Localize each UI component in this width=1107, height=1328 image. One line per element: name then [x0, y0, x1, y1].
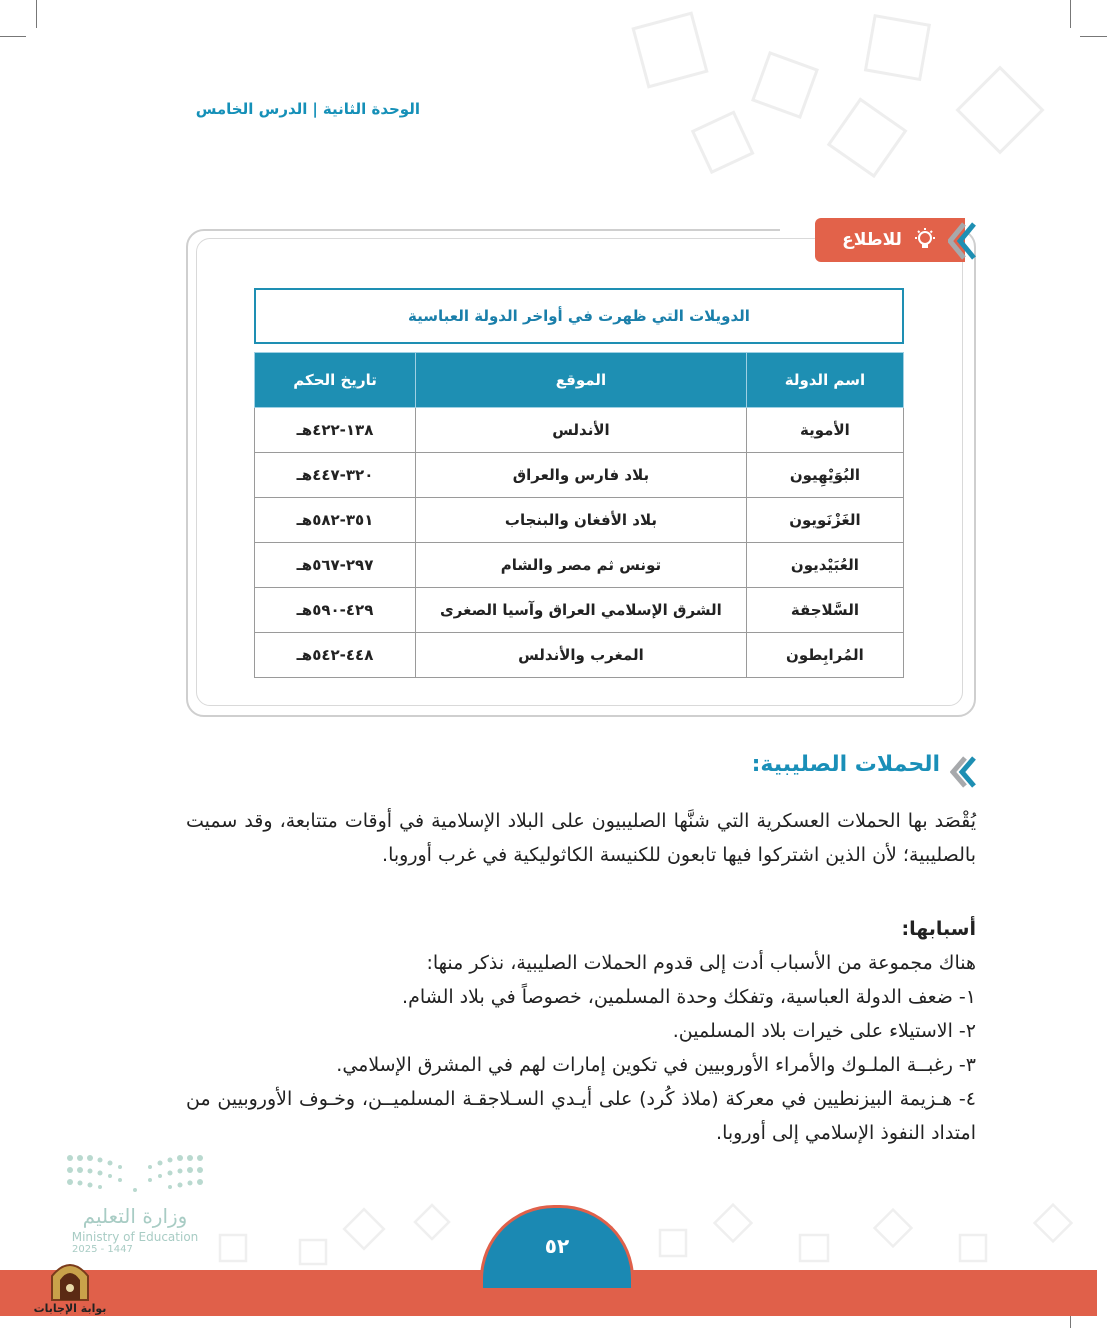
cause-item: ١- ضعف الدولة العباسية، وتفكك وحدة المسلمين، خصوصاً في بلاد الشام.: [402, 986, 976, 1008]
footer-pattern: [200, 1195, 1100, 1270]
table-cell: البُوَيْهِيون: [746, 453, 903, 498]
table-cell: بلاد فارس والعراق: [416, 453, 747, 498]
table-row: [255, 453, 904, 498]
table-cell: الأندلس: [416, 408, 747, 453]
lightbulb-icon: [912, 227, 938, 253]
crop-mark: [36, 0, 37, 28]
table-cell: ٤٤٨-٥٤٢هـ: [255, 633, 416, 678]
causes-lead: هناك مجموعة من الأسباب أدت إلى قدوم الحملات الصليبية، نذكر منها:: [426, 952, 976, 974]
table-cell: ١٣٨-٤٢٢هـ: [255, 408, 416, 453]
column-header: تاريخ الحكم: [255, 353, 416, 408]
ministry-name-en: Ministry of Education: [71, 1230, 199, 1244]
table-cell: بلاد الأفغان والبنجاب: [416, 498, 747, 543]
section-chevron-icon: [950, 756, 976, 788]
table-cell: العُبَيْديون: [746, 543, 903, 588]
column-header: الموقع: [416, 353, 747, 408]
column-header: اسم الدولة: [746, 353, 903, 408]
site-label: بوابة الإجابات: [33, 1302, 107, 1315]
table-cell: ٢٩٧-٥٦٧هـ: [255, 543, 416, 588]
table-cell: ٤٢٩-٥٩٠هـ: [255, 588, 416, 633]
ministry-logo: [60, 1150, 210, 1255]
table-header-row: [255, 353, 904, 408]
table-cell: تونس ثم مصر والشام: [416, 543, 747, 588]
lesson-label: الدرس الخامس: [195, 100, 308, 118]
table-row: [255, 633, 904, 678]
frame-gap: [780, 226, 820, 236]
table-cell: الأموية: [746, 408, 903, 453]
info-tag-label: للاطلاع: [842, 230, 902, 250]
table-row: [255, 588, 904, 633]
table-cell: الشرق الإسلامي العراق وآسيا الصغرى: [416, 588, 747, 633]
cause-item: ٤- هـزيمة البيزنطيين في معركة (ملاذ كُرد) على أيـدي السـلاجقـة المسلميــن، وخـوف الأوروبيين من امتداد النفوذ الإسلامي إلى أوروبا.: [186, 1088, 976, 1144]
table-cell: الغَزْنَويون: [746, 498, 903, 543]
ministry-year: 2025 - 1447: [72, 1244, 133, 1255]
background-pattern: [620, 0, 1107, 200]
cause-item: ٣- رغبــة الملـوك والأمراء الأوروبيين في تكوين إمارات لهم في المشرق الإسلامي.: [336, 1054, 976, 1076]
ministry-name-ar: وزارة التعليم: [82, 1204, 188, 1228]
section-title: الحملات الصليبية:: [751, 752, 940, 777]
gate-icon: [48, 1258, 92, 1302]
table-cell: المُرابِطون: [746, 633, 903, 678]
table-row: [255, 498, 904, 543]
unit-lesson-header: [180, 100, 420, 118]
table-title: الدويلات التي ظهرت في أواخر الدولة العباسية: [254, 288, 904, 344]
page-number: ٥٢: [480, 1205, 634, 1288]
table-row: [255, 543, 904, 588]
table-cell: ٣٥١-٥٨٢هـ: [255, 498, 416, 543]
table-cell: السَّلاجقة: [746, 588, 903, 633]
table-row: [255, 408, 904, 453]
causes-title: أسبابها:: [901, 918, 976, 940]
table-cell: المغرب والأندلس: [416, 633, 747, 678]
cause-item: ٢- الاستيلاء على خيرات بلاد المسلمين.: [672, 1020, 976, 1042]
info-tag: [815, 218, 965, 262]
site-logo: [30, 1258, 110, 1322]
header-separator: |: [312, 100, 318, 118]
section-intro: يُقْصَد بها الحملات العسكرية التي شنَّها الصليبيون على البلاد الإسلامية في أوقات متتابعة، وقد سميت بالصليبية؛ لأن الذين اشتركوا فيها تابعون للكنيسة الكاثوليكية في غرب أوروبا.: [186, 810, 976, 866]
unit-label: الوحدة الثانية: [322, 100, 420, 118]
table-cell: ٣٢٠-٤٤٧هـ: [255, 453, 416, 498]
dynasties-table: [254, 352, 904, 678]
ministry-dots-icon: [60, 1150, 210, 1200]
crop-mark: [0, 36, 26, 37]
double-chevron-icon: [948, 222, 976, 260]
